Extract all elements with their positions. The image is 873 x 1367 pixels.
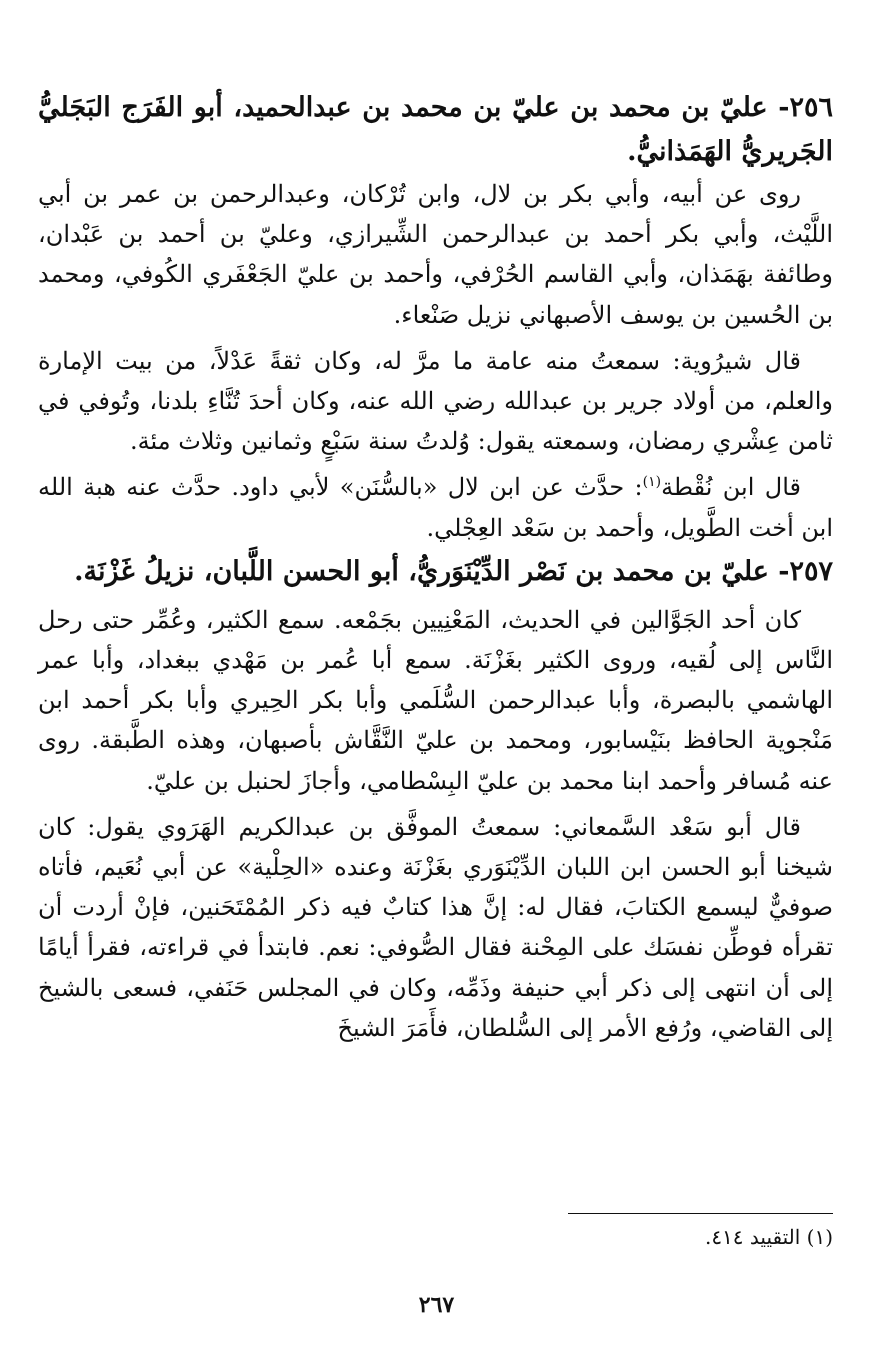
page-body [38,86,833,1048]
entry-257-paragraph-2: قال أبو سَعْد السَّمعاني: سمعتُ الموفَّق بن عبدالكريم الهَرَوي يقول: كان شيخنا أبو الحسن ابن اللبان الدِّيْنَوَري بغَزْنَة وعنده «الحِلْية» عن أبي نُعَيم، فأتاه صوفيٌّ ليسمع الكتابَ، فقال له: إنَّ هذا كتابٌ فيه ذكر المُمْتَحَنين، فإنْ أردت أن تقرأه فوطِّن نفسَك على المِحْنة فقال الصُّوفي: نعم. فابتدأ في قراءته، فقرأ أيامًا إلى أن انتهى إلى ذكر أبي حنيفة وذَمِّه، وكان في المجلس حَنَفي، فسعى بالشيخ إلى القاضي، ورُفع الأمر إلى السُّلطان، فأَمَرَ الشيخَ [38,812,834,1042]
entry-256-paragraph-2: قال شيرُوية: سمعتُ منه عامة ما مرَّ له، وكان ثقةً عَدْلاً، من بيت الإمارة والعلم، من أولاد جرير بن عبدالله رضي الله عنه، وكان أحدَ تُنَّاءِ بلدنا، وتُوفي في ثامن عِشْري رمضان، وسمعته يقول: وُلدتُ سنة سَبْعٍ وثمانين وثلاث مئة. [38,346,833,456]
entry-256-title: ٢٥٦- عليّ بن محمد بن عليّ بن محمد بن عبدالحميد، أبو الفَرَج البَجَليُّ الجَريريُّ الهَمَذانيُّ. [38,92,833,167]
footnote: (١) التقييد ٤١٤. [704,1225,833,1249]
entry-257-title: ٢٥٧- عليّ بن محمد بن نَصْر الدِّيْنَوَريُّ، أبو الحسن اللَّبان، نزيلُ غَزْنَة. [74,555,833,587]
page-number: ٢٦٧ [418,1292,455,1318]
entry-257-paragraph-1: كان أحد الجَوَّالين في الحديث، المَعْنِيين بجَمْعه. سمع الكثير، وعُمِّر حتى رحل النَّاس إلى لُقيه، وروى الكثير بغَزْنَة. سمع أبا عُمر بن مَهْدي ببغداد، وأبا عمر الهاشمي بالبصرة، وأبا عبدالرحمن السُّلَمي وأبا بكر الحِيري وأبا بكر أحمد ابن مَنْجوية الحافظ بنَيْسابور، ومحمد بن عليّ النَّقَّاش بأصبهان، وهذه الطَّبقة. روى عنه مُسافر وأحمد ابنا محمد بن عليّ البِسْطامي، وأجازَ لحنبل بن عليّ. [38,605,833,795]
footnote-reference: (١) [642,474,662,491]
entry-256-paragraph-1: روى عن أبيه، وأبي بكر بن لال، وابن تُرْكان، وعبدالرحمن بن عمر بن أبي اللَّيْث، وأبي بكر أحمد بن عبدالرحمن الشِّيرازي، وعليّ بن أحمد بن عَبْدان، وطائفة بهَمَذان، وأبي القاسم الحُرْفي، وأحمد بن عليّ الجَعْفَري الكُوفي، ومحمد بن الحُسين بن يوسف الأصبهاني نزيل صَنْعاء. [38,180,833,329]
entry-256-paragraph-3: قال ابن نُقْطة$^{(١)}$: حدَّث عن ابن لال «بالسُّنَن» لأبي داود. حدَّث عنه هبة الله ابن أخت الطَّويل، وأحمد بن سَعْد العِجْلي. [38,473,833,542]
footnote-divider [568,1213,833,1214]
